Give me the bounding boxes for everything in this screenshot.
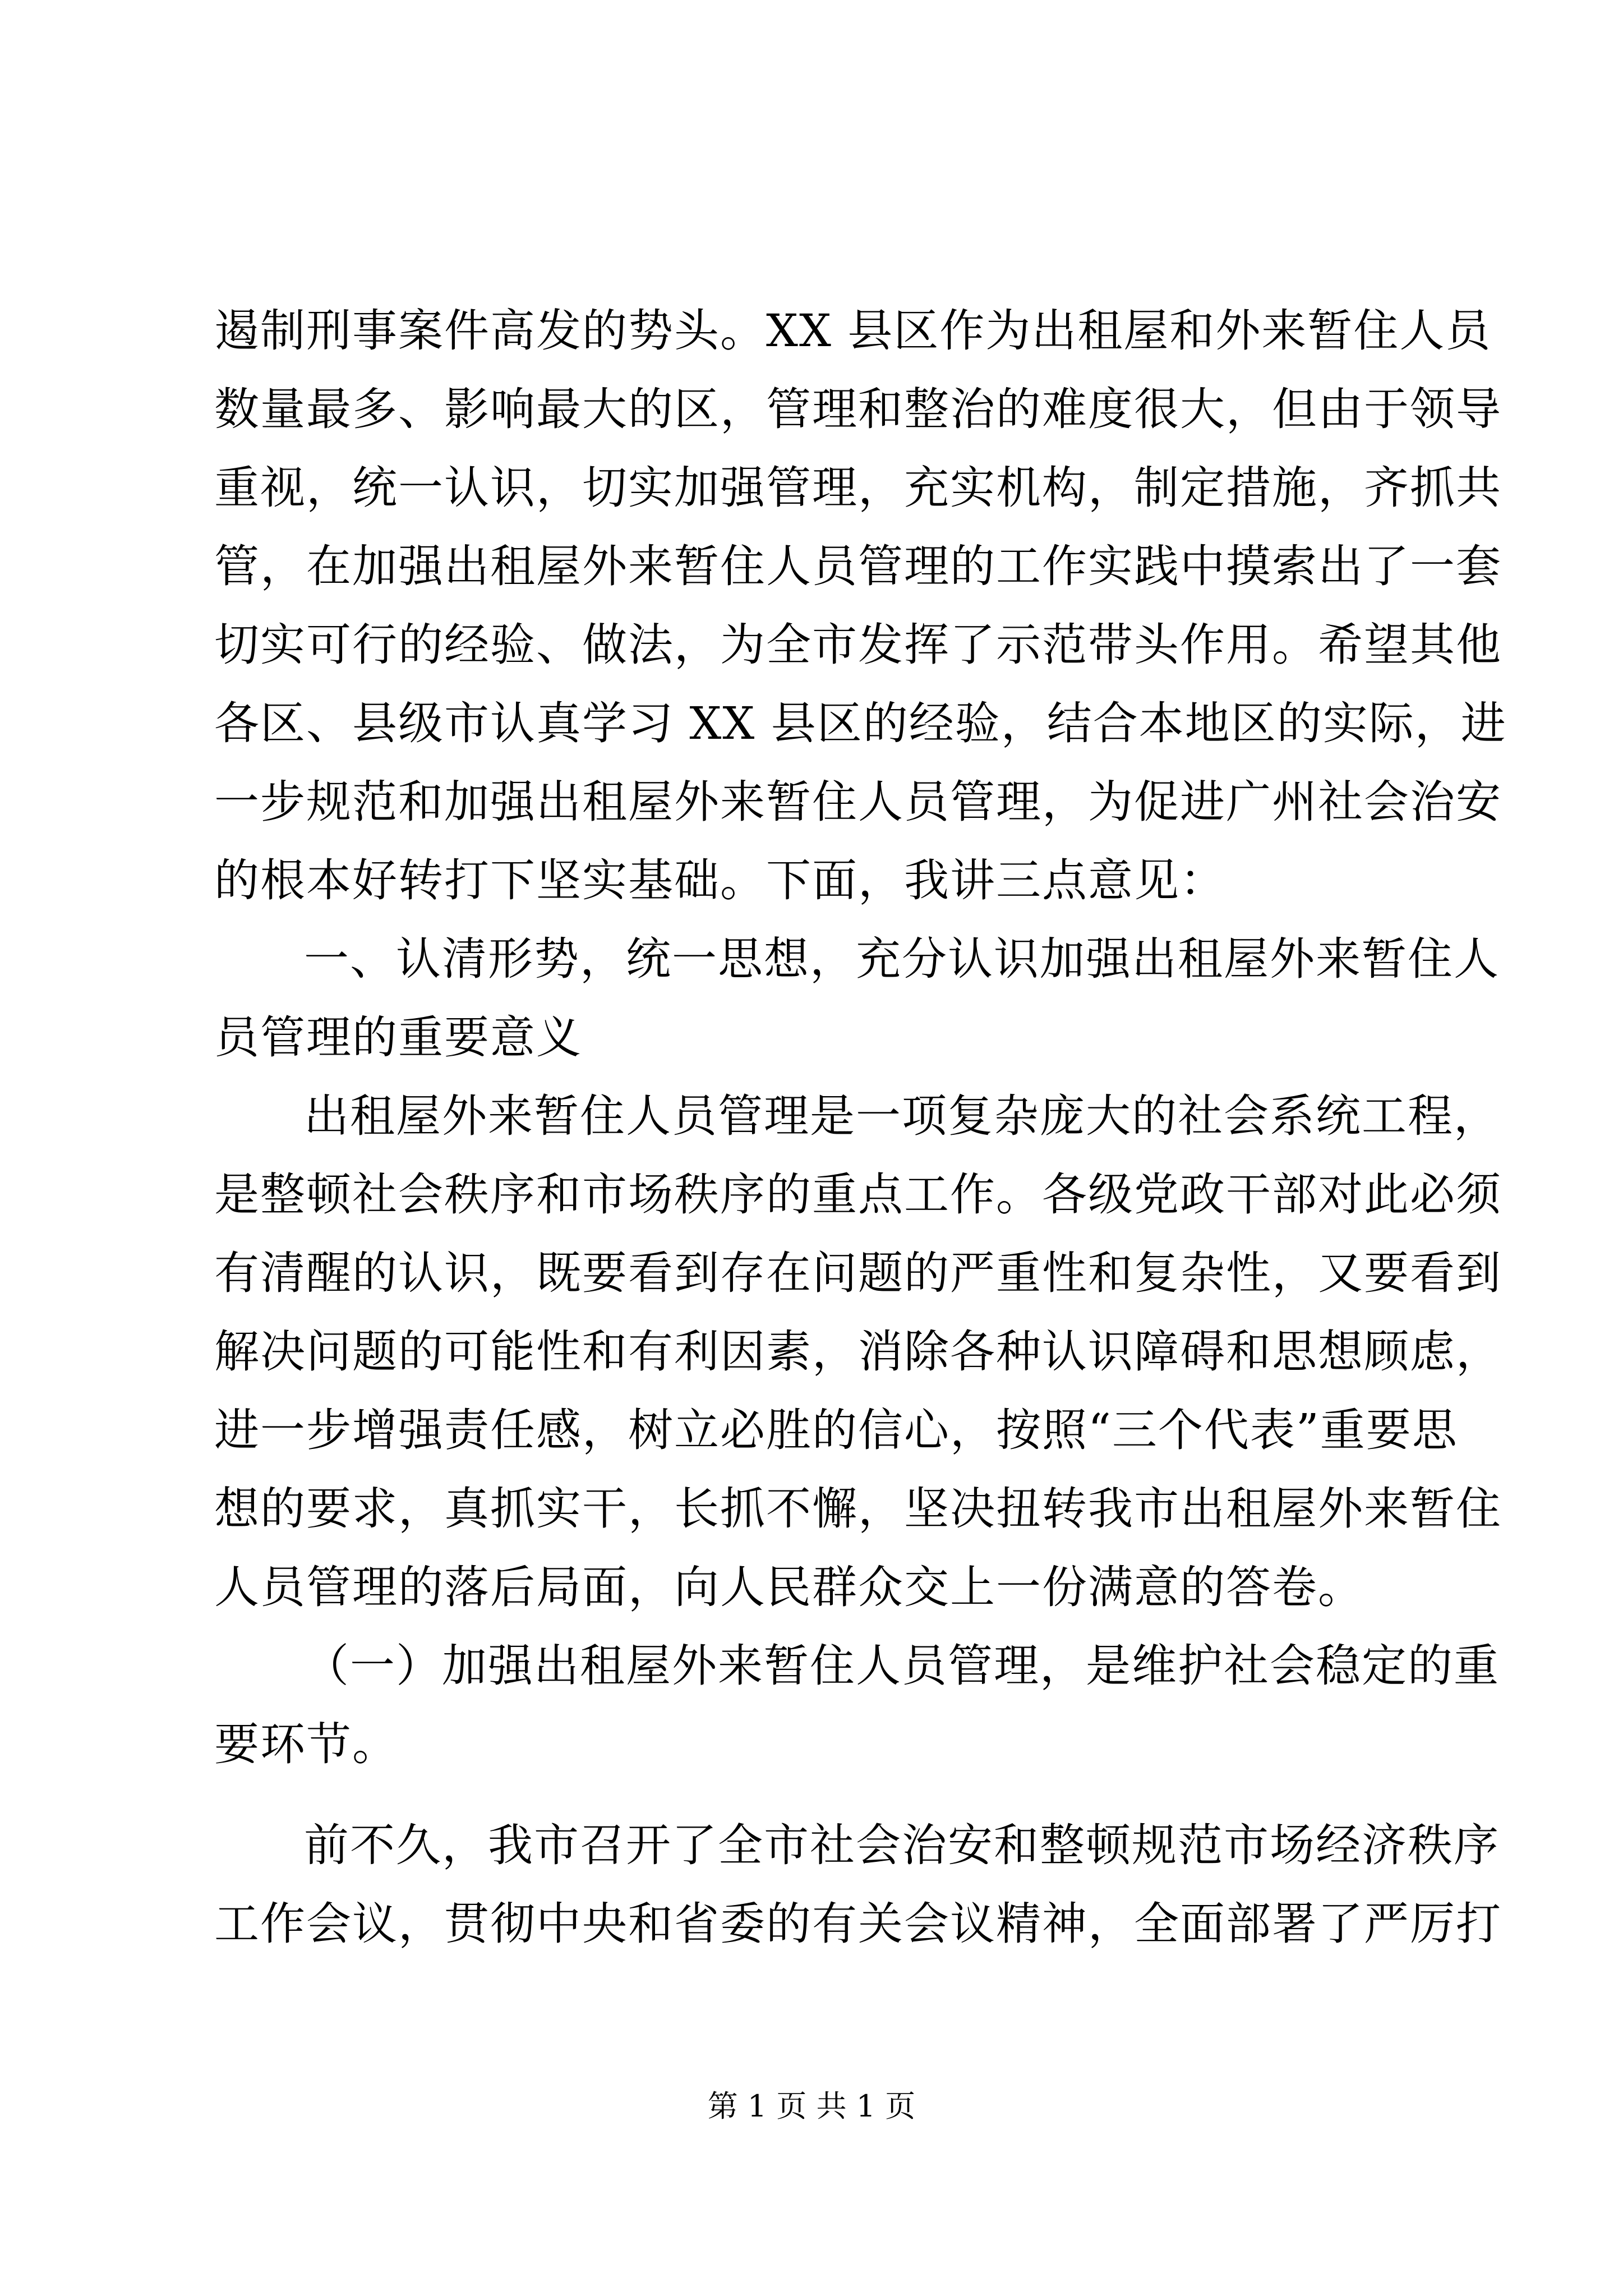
subsection-heading: （一）加强出租屋外来暂住人员管理，是维护社会稳定的重 xyxy=(304,1640,1500,1692)
text-line: 是整顿社会秩序和市场秩序的重点工作。各级党政干部对此必须 xyxy=(214,1168,1502,1221)
section-heading: 一、认清形势，统一思想，充分认识加强出租屋外来暂住人 xyxy=(304,933,1500,985)
text-line: 遏制刑事案件高发的势头。XX 县区作为出租屋和外来暂住人员 xyxy=(214,305,1492,357)
text-line: 重视，统一认识，切实加强管理，充实机构，制定措施，齐抓共 xyxy=(214,462,1502,514)
text-line: 一步规范和加强出租屋外来暂住人员管理，为促进广州社会治安 xyxy=(214,776,1502,828)
document-body xyxy=(214,292,1507,1963)
text-line: 出租屋外来暂住人员管理是一项复杂庞大的社会系统工程， xyxy=(304,1090,1500,1142)
text-line: 切实可行的经验、做法，为全市发挥了示范带头作用。希望其他 xyxy=(214,619,1502,671)
text-line: 想的要求，真抓实干，长抓不懈，坚决扭转我市出租屋外来暂住 xyxy=(214,1483,1502,1535)
page-footer: 第 1 页 共 1 页 xyxy=(707,2088,916,2124)
text-line: 数量最多、影响最大的区，管理和整治的难度很大，但由于领导 xyxy=(214,383,1502,435)
section-heading: 员管理的重要意义 xyxy=(214,1011,582,1064)
text-line: 进一步增强责任感，树立必胜的信心，按照“三个代表”重要思 xyxy=(214,1404,1458,1456)
text-line: 的根本好转打下坚实基础。下面，我讲三点意见： xyxy=(214,854,1226,907)
text-line: 有清醒的认识，既要看到存在问题的严重性和复杂性，又要看到 xyxy=(214,1247,1502,1299)
text-line: 前不久，我市召开了全市社会治安和整顿规范市场经济秩序 xyxy=(304,1819,1500,1871)
text-line: 各区、县级市认真学习 XX 县区的经验，结合本地区的实际，进 xyxy=(214,697,1507,749)
subsection-heading: 要环节。 xyxy=(214,1718,398,1770)
text-line: 解决问题的可能性和有利因素，消除各种认识障碍和思想顾虑， xyxy=(214,1326,1502,1378)
text-line: 工作会议，贯彻中央和省委的有关会议精神，全面部署了严厉打 xyxy=(214,1898,1502,1950)
text-line: 人员管理的落后局面，向人民群众交上一份满意的答卷。 xyxy=(214,1561,1364,1613)
text-line: 管，在加强出租屋外来暂住人员管理的工作实践中摸索出了一套 xyxy=(214,540,1502,592)
paragraph-gap xyxy=(214,1784,1420,1806)
